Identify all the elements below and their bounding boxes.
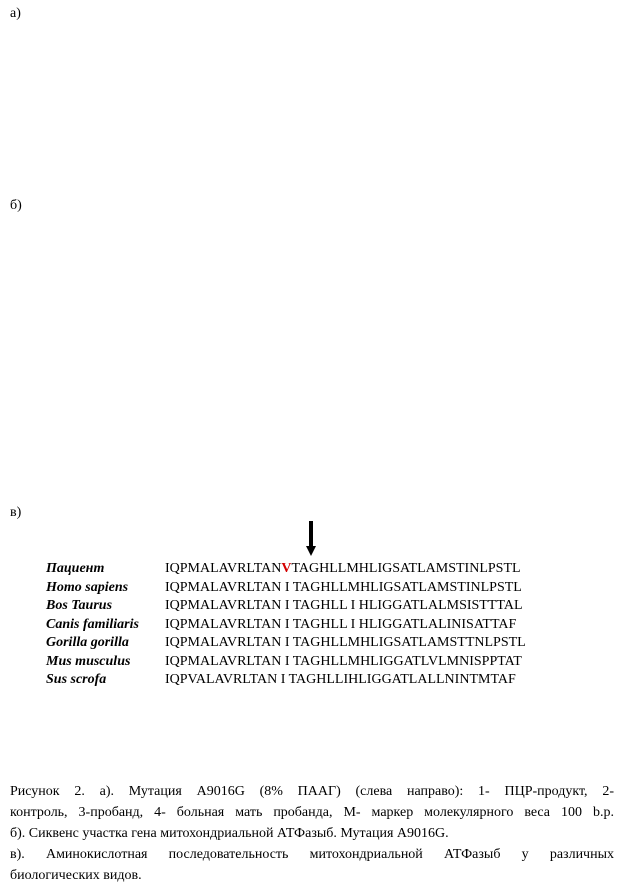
sequence: IQPMALAVRLTAN I TAGHLLMHLIGSATLAMSTINLPSTL: [165, 579, 522, 595]
section-label-b: б): [10, 198, 22, 213]
sequence: IQPMALAVRLTAN I TAGHLLMHLIGSATLAMSTTNLPSTL: [165, 635, 526, 650]
sequence: [165, 561, 521, 577]
species-name: Homo sapiens: [46, 579, 129, 595]
figure-caption: [10, 781, 614, 886]
sequence: IQPVALAVRLTAN I TAGHLLIHLIGGATLALLNINTMTAF: [165, 672, 516, 687]
sequence: IQPMALAVRLTAN I TAGHLL I HLIGGATLALMSISTTTAL: [165, 598, 523, 613]
sequence: IQPMALAVRLTAN I TAGHLLMHLIGGATLVLMNISPPTAT: [165, 653, 522, 669]
section-label-v: в): [10, 505, 22, 520]
mutation-arrow-icon: [306, 521, 316, 557]
caption-line: в). Аминокислотная последовательность митохондриальной АТФазыб у различных: [10, 847, 614, 862]
section-label-a: а): [10, 6, 21, 21]
caption-line: б). Сиквенс участка гена митохондриальной АТФазыб. Мутация A9016G.: [10, 826, 449, 841]
species-name: Пациент: [46, 561, 105, 576]
caption-line: биологических видов.: [10, 868, 142, 883]
species-name: Bos Taurus: [46, 598, 113, 613]
caption-line: Рисунок 2. а). Мутация A9016G (8% ПААГ) (слева направо): 1- ПЦР-продукт, 2-: [10, 784, 614, 799]
species-name: Sus scrofa: [46, 672, 107, 687]
sequence-before-mutation: IQPMALAVRLTAN: [165, 561, 282, 576]
sequence-after-mutation: TAGHLLMHLIGSATLAMSTINLPSTL: [291, 561, 521, 576]
species-name: Mus musculus: [46, 653, 131, 669]
sequence: IQPMALAVRLTAN I TAGHLL I HLIGGATLALINISATTAF: [165, 616, 517, 632]
mutation-residue: V: [281, 561, 292, 576]
species-name: Canis familiaris: [46, 616, 139, 632]
caption-line: контроль, 3-пробанд, 4- больная мать пробанда, М- маркер молекулярного веса 100 b.p.: [10, 805, 614, 820]
species-name: Gorilla gorilla: [46, 635, 129, 650]
